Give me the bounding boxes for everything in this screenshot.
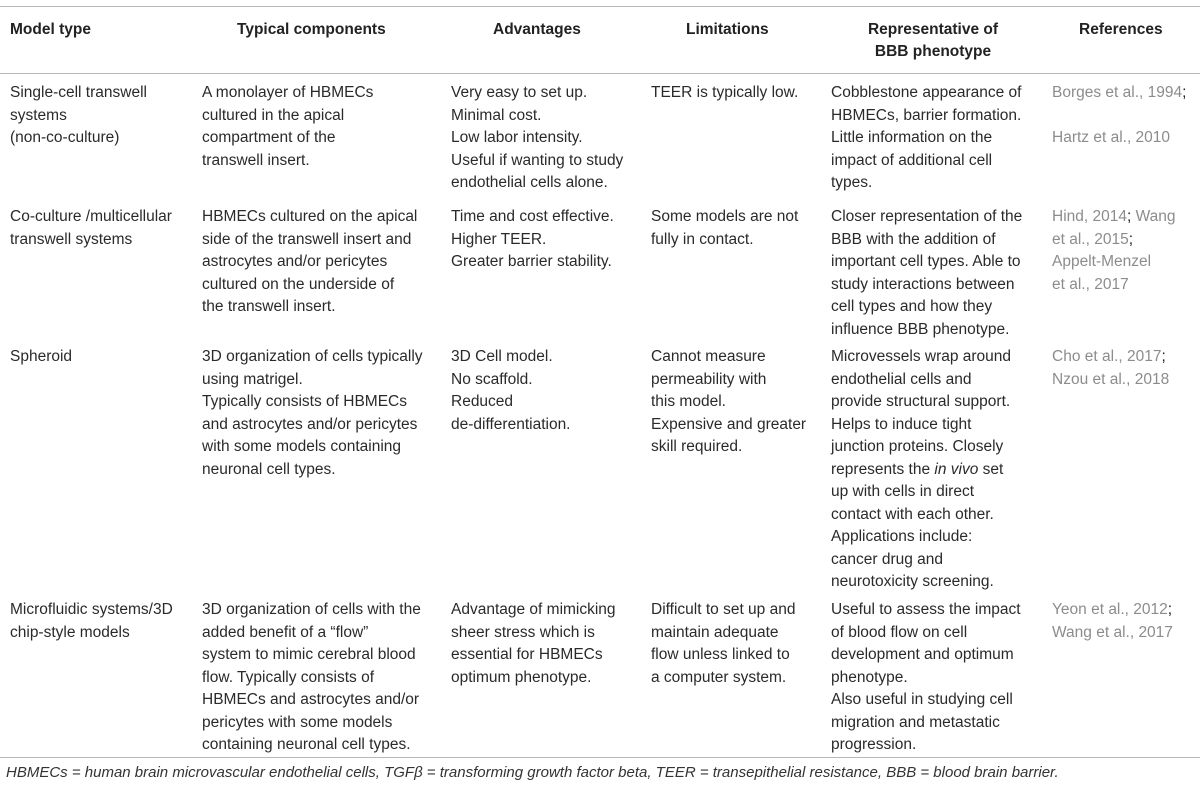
text-line: Greater barrier stability. <box>451 253 612 270</box>
text-line: neuronal cell types. <box>202 460 336 478</box>
header-advantages: Advantages <box>493 21 581 38</box>
text-line: No scaffold. <box>451 370 533 388</box>
ref-separator: ; <box>1182 84 1187 101</box>
text-line: systems <box>10 106 67 124</box>
text-line: sheer stress which is <box>451 623 595 641</box>
cell-bbb-phenotype <box>831 206 1022 341</box>
text-line: 3D organization of cells with the <box>202 601 421 618</box>
table-row <box>0 198 1200 338</box>
reference-link[interactable]: Hind, 2014 <box>1052 208 1127 225</box>
text-line: Little information on the <box>831 129 993 146</box>
text-line: Expensive and greater <box>651 415 807 433</box>
text-line: contact with each other. <box>831 505 994 523</box>
text-line: this model. <box>651 393 726 410</box>
text-line: chip-style models <box>10 623 130 641</box>
text-line: HBMECs cultured on the apical <box>202 208 418 225</box>
text-line: of blood flow on cell <box>831 623 968 641</box>
reference-link[interactable]: Borges et al., 1994 <box>1052 84 1183 101</box>
text-line: Difficult to set up and <box>651 601 796 618</box>
table-footnote: HBMECs = human brain microvascular endothelial cells, TGFβ = transforming growth factor beta, TEER = transepithelial resistance, BBB = blood brain barrier. <box>6 764 1059 781</box>
cell-components <box>202 82 373 172</box>
text-line: Time and cost effective. <box>451 208 614 225</box>
cell-advantages <box>451 82 623 195</box>
table-row <box>0 338 1200 591</box>
text-line: Microvessels wrap around <box>831 348 1012 365</box>
text-line: BBB with the addition of <box>831 230 996 248</box>
text-line: Cobblestone appearance of <box>831 84 1022 101</box>
cell-limitations <box>651 206 798 251</box>
ref-separator: ; <box>1161 348 1166 365</box>
cell-model-type <box>10 599 173 644</box>
text-line: transwell insert. <box>202 151 310 169</box>
text-line: development and optimum <box>831 646 1014 663</box>
ref-separator: ; <box>1167 601 1173 618</box>
text-line: the transwell insert. <box>202 298 336 315</box>
text-line: cancer drug and <box>831 550 944 568</box>
reference-link[interactable]: Wang <box>1135 208 1176 225</box>
header-model-type: Model type <box>10 21 91 38</box>
text-line: phenotype. <box>831 668 908 686</box>
text-line: and astrocytes and/or pericytes <box>202 415 418 433</box>
cell-model-type <box>10 206 172 251</box>
text-line: optimum phenotype. <box>451 668 592 686</box>
text-line: Higher TEER. <box>451 230 547 248</box>
cell-advantages <box>451 206 614 274</box>
text-line: flow. Typically consists of <box>202 668 375 686</box>
cell-components <box>202 346 423 481</box>
cell-model-type <box>10 346 72 369</box>
text-line: junction proteins. Closely <box>831 438 1004 455</box>
cell-limitations <box>651 346 806 459</box>
reference-link[interactable]: Nzou et al., 2018 <box>1052 370 1170 388</box>
text-line: de-differentiation. <box>451 415 571 433</box>
text-line: skill required. <box>651 438 743 455</box>
text-line: up with cells in direct <box>831 483 975 500</box>
cell-components <box>202 206 417 319</box>
text-line: cultured on the underside of <box>202 275 395 293</box>
text-line: astrocytes and/or pericytes <box>202 253 388 270</box>
text-line: migration and metastatic <box>831 713 1000 731</box>
text-line: Closer representation of the <box>831 208 1023 225</box>
cell-components <box>202 599 421 757</box>
cell-advantages <box>451 346 571 436</box>
ref-separator: ; <box>1126 208 1132 225</box>
header-limitations: Limitations <box>686 21 769 38</box>
header-typical-components: Typical components <box>237 21 386 38</box>
text-line: Applications include: <box>831 528 973 545</box>
cell-bbb-phenotype <box>831 346 1011 594</box>
cell-limitations <box>651 82 798 105</box>
text-line: Spheroid <box>10 348 73 365</box>
header-bbb-line2: BBB phenotype <box>874 43 992 60</box>
text-line: cultured in the apical <box>202 106 345 124</box>
text-line: 3D Cell model. <box>451 348 553 365</box>
text-fragment: represents the <box>831 460 935 478</box>
text-line: (non-co-culture) <box>10 129 120 146</box>
cell-references <box>1052 206 1176 296</box>
cell-model-type <box>10 82 147 150</box>
text-line: Useful if wanting to study <box>451 151 624 169</box>
cell-references <box>1052 599 1173 644</box>
text-line: study interactions between <box>831 275 1015 293</box>
text-line: compartment of the <box>202 129 336 146</box>
cell-references <box>1052 346 1169 391</box>
text-line: Minimal cost. <box>451 106 542 124</box>
text-line: with some models containing <box>202 438 402 455</box>
text-line: HBMECs, barrier formation. <box>831 106 1022 124</box>
header-bbb-line1: Representative of <box>867 21 999 38</box>
text-line: progression. <box>831 736 917 753</box>
text-line: influence BBB phenotype. <box>831 320 1010 338</box>
reference-link[interactable]: et al., 2017 <box>1052 275 1129 293</box>
text-line: fully in contact. <box>651 230 754 248</box>
text-line: cell types and how they <box>831 298 993 315</box>
text-line: TEER is typically low. <box>651 84 799 101</box>
comparison-table <box>0 6 1200 761</box>
text-line: important cell types. Able to <box>831 253 1021 270</box>
text-line: Co-culture /multicellular <box>10 208 172 225</box>
reference-link[interactable]: Cho et al., 2017 <box>1052 348 1162 365</box>
text-line: endothelial cells and <box>831 370 972 388</box>
header-bbb-phenotype <box>843 19 1023 63</box>
text-line: Useful to assess the impact <box>831 601 1021 618</box>
cell-bbb-phenotype <box>831 82 1021 195</box>
reference-link[interactable]: Appelt-Menzel <box>1052 253 1152 270</box>
text-line: side of the transwell insert and <box>202 230 412 248</box>
text-line: provide structural support. <box>831 393 1011 410</box>
text-line: maintain adequate <box>651 623 779 641</box>
text-line: pericytes with some models <box>202 713 393 731</box>
text-line: Cannot measure <box>651 348 766 365</box>
text-line: impact of additional cell <box>831 151 993 169</box>
reference-link[interactable]: Yeon et al., 2012 <box>1052 601 1168 618</box>
text-line: added benefit of a “flow” <box>202 623 369 641</box>
text-line: flow unless linked to <box>651 646 790 663</box>
text-line <box>831 459 1011 482</box>
cell-references <box>1052 82 1186 149</box>
reference-link[interactable]: et al., 2015 <box>1052 230 1129 248</box>
cell-bbb-phenotype <box>831 599 1021 757</box>
cell-advantages <box>451 599 616 689</box>
text-line: Helps to induce tight <box>831 415 972 433</box>
text-line: Very easy to set up. <box>451 84 588 101</box>
text-line: system to mimic cerebral blood <box>202 646 416 663</box>
italic-term: in vivo <box>934 460 979 478</box>
reference-link[interactable]: Hartz et al., 2010 <box>1052 128 1171 146</box>
text-line: Single-cell transwell <box>10 84 147 101</box>
table-row <box>0 591 1200 761</box>
ref-separator: ; <box>1128 230 1134 248</box>
text-line: Typically consists of HBMECs <box>202 393 407 410</box>
text-line: essential for HBMECs <box>451 646 603 663</box>
text-line: using matrigel. <box>202 370 303 388</box>
text-line: a computer system. <box>651 668 787 686</box>
text-line: Also useful in studying cell <box>831 691 1013 708</box>
reference-link[interactable]: Wang et al., 2017 <box>1052 623 1173 641</box>
text-line: Some models are not <box>651 208 799 225</box>
text-line: Microfluidic systems/3D <box>10 601 173 618</box>
text-line: transwell systems <box>10 230 133 248</box>
text-line: containing neuronal cell types. <box>202 736 411 753</box>
text-line: permeability with <box>651 370 767 388</box>
cell-limitations <box>651 599 795 689</box>
header-row <box>0 7 1200 74</box>
bottom-rule <box>0 757 1200 758</box>
text-line: A monolayer of HBMECs <box>202 84 374 101</box>
table-row <box>0 74 1200 198</box>
text-line: neurotoxicity screening. <box>831 573 994 590</box>
text-line: 3D organization of cells typically <box>202 348 423 365</box>
header-references: References <box>1079 21 1163 38</box>
text-line: Advantage of mimicking <box>451 601 616 618</box>
text-line: Reduced <box>451 393 514 410</box>
text-line: Low labor intensity. <box>451 129 583 146</box>
text-line: HBMECs and astrocytes and/or <box>202 691 420 708</box>
text-line: types. <box>831 174 873 191</box>
text-fragment: set <box>978 460 1004 478</box>
text-line: endothelial cells alone. <box>451 174 608 191</box>
